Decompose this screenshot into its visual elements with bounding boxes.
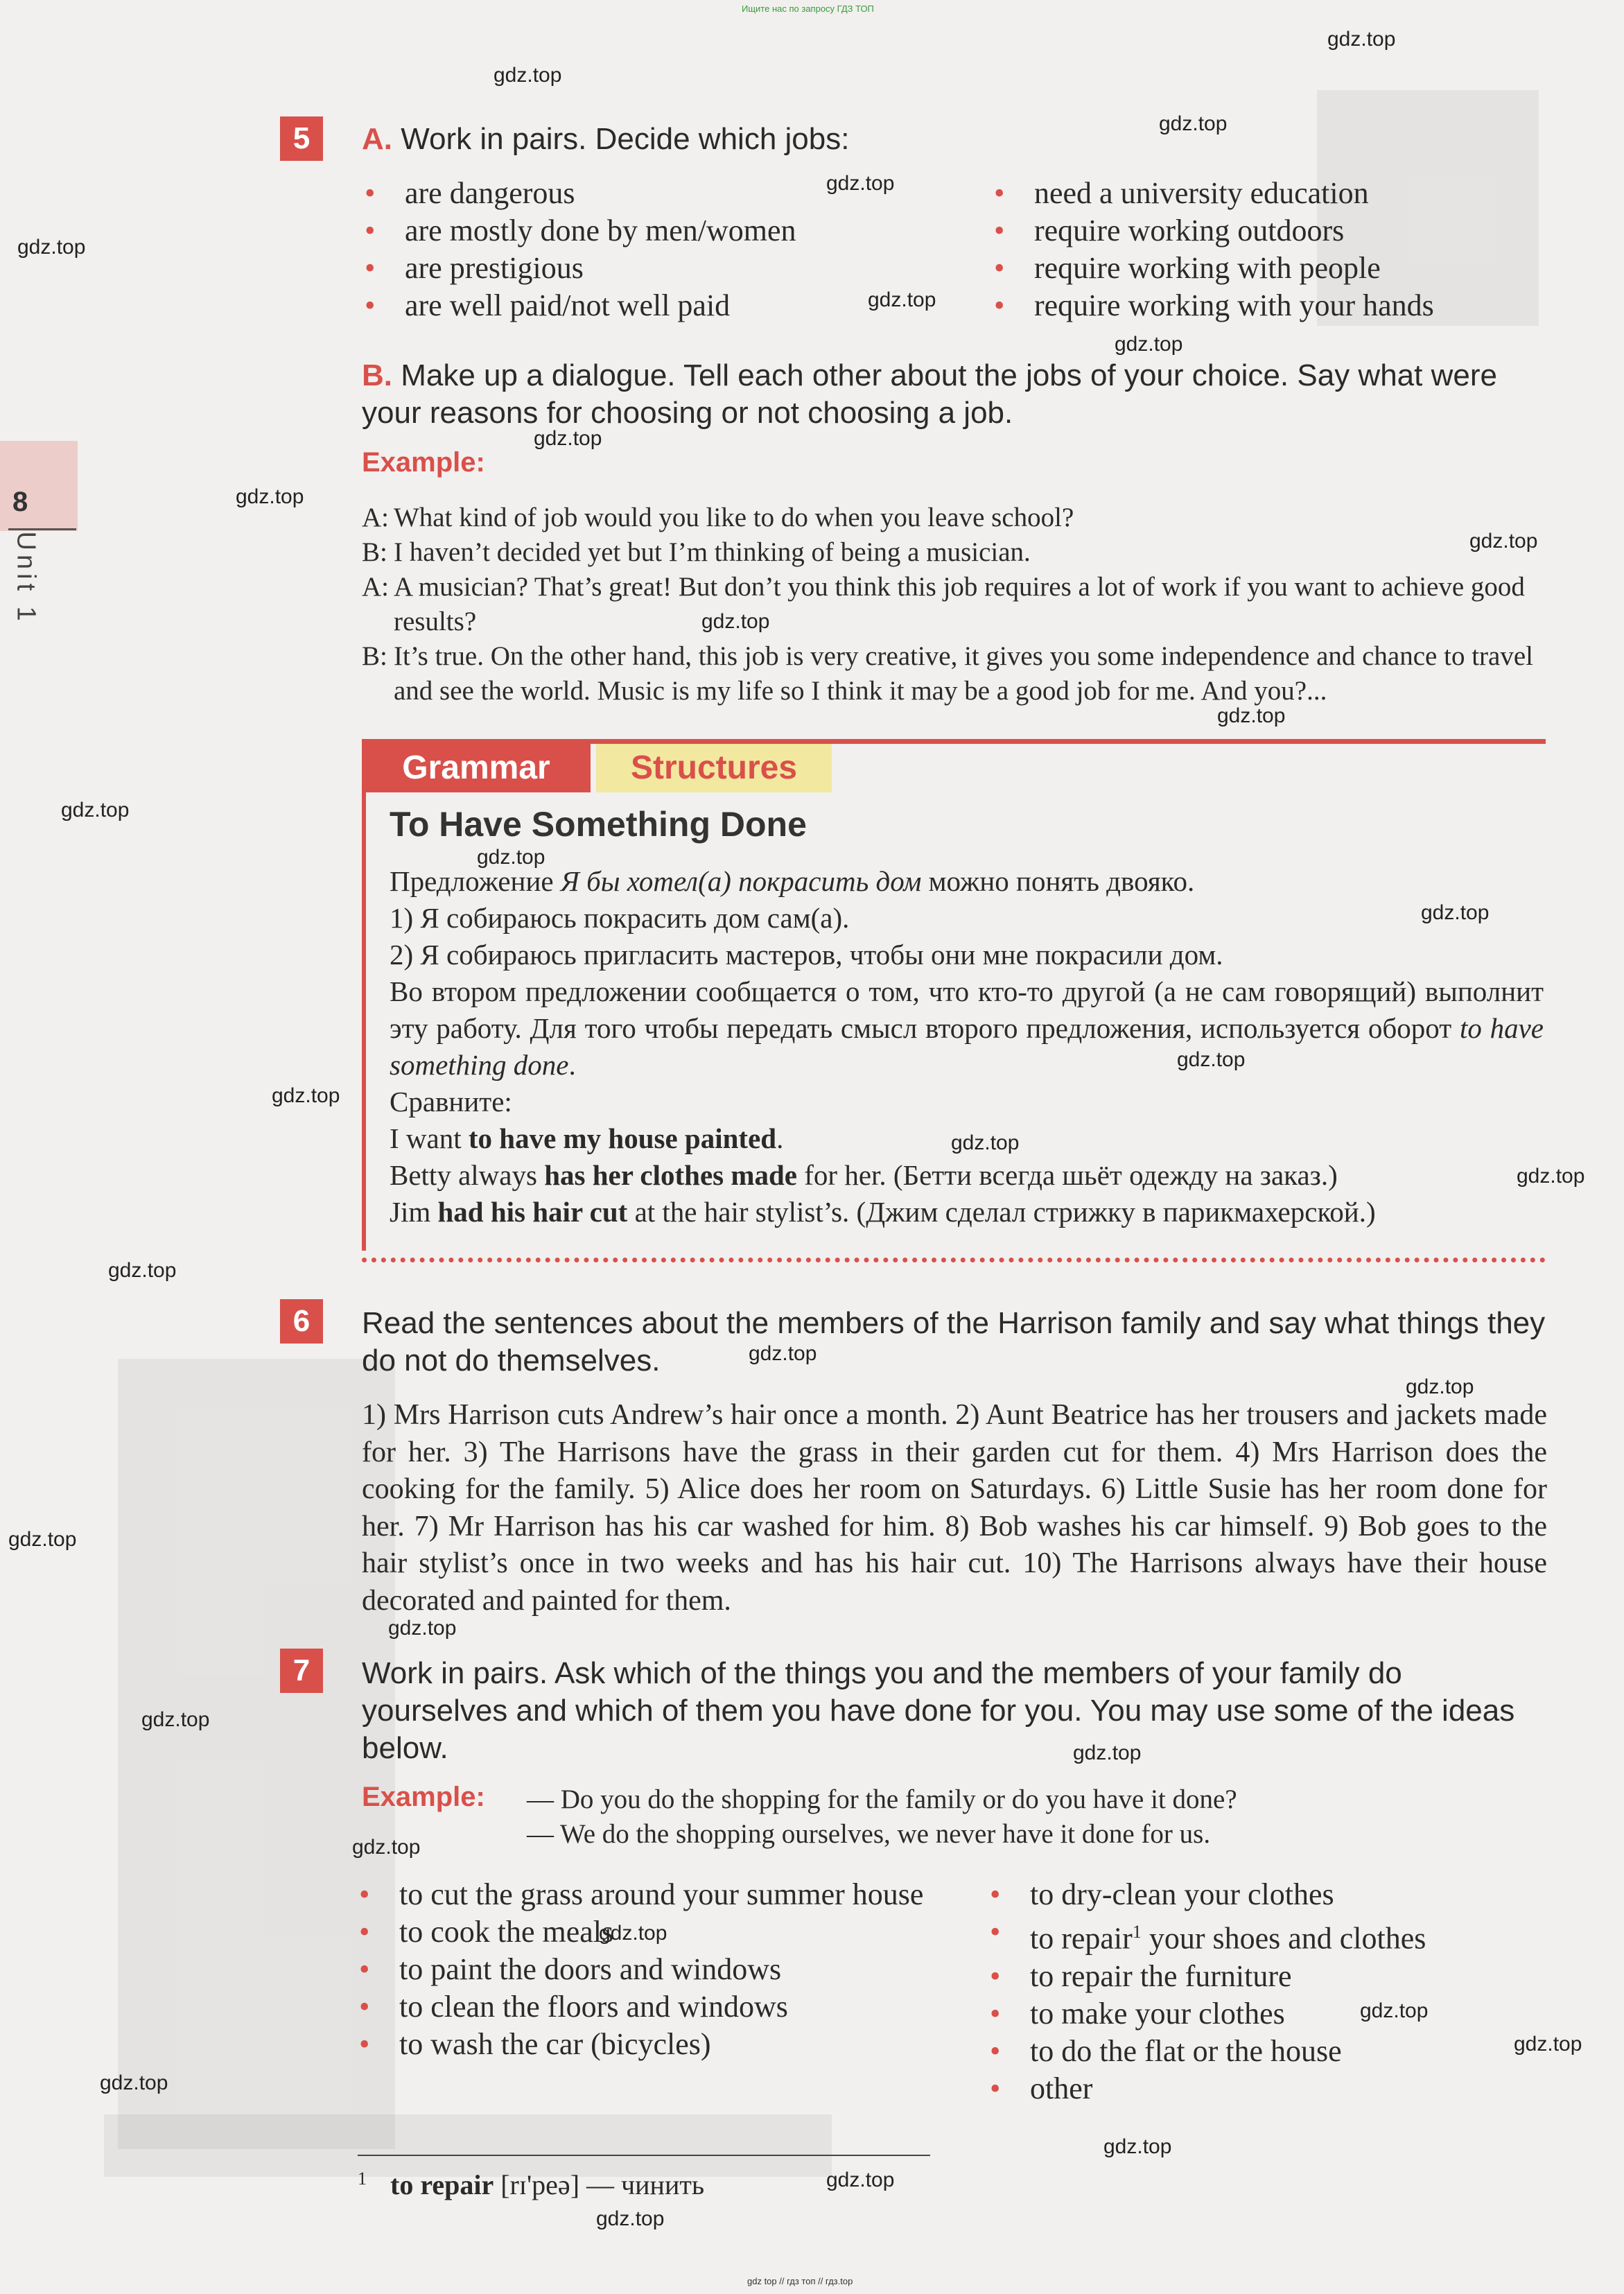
text-run: .: [776, 1122, 784, 1154]
watermark: gdz.top: [272, 1084, 340, 1107]
list-item: [990, 1913, 1544, 1958]
text-run: Betty always: [390, 1159, 545, 1191]
watermark: gdz.top: [1327, 28, 1396, 51]
grammar-example-2: [390, 1157, 1544, 1194]
watermark: gdz.top: [8, 1528, 77, 1551]
watermark: gdz.top: [236, 485, 304, 508]
grammar-line-2: 2) Я собираюсь пригласить мастеров, чтобы они мне покрасили дом.: [390, 939, 1223, 971]
line-text: It’s true. On the other hand, this job is very creative, it gives you some independence and chance to travel and see the world. Music is my life so I think it may be a good job for me. And you?...: [394, 641, 1533, 706]
watermark: gdz.top: [141, 1708, 210, 1731]
page-number: 8: [12, 487, 28, 517]
list-item: • to do the flat or the house: [990, 2033, 1544, 2070]
footnote-word: to repair: [390, 2169, 494, 2200]
exercise-6-instruction: Read the sentences about the members of the Harrison family and say what things they do not do themselves.: [362, 1306, 1546, 1378]
speaker: A:: [362, 503, 389, 532]
dialogue-line: [362, 570, 1547, 639]
watermark: gdz.top: [1406, 1375, 1474, 1398]
list-item: • to wash the car (bicycles): [359, 2026, 941, 2063]
list-item: • to repair the furniture: [990, 1958, 1544, 1995]
background-shadow: [118, 1359, 395, 2149]
grammar-explanation: [390, 973, 1544, 1084]
watermark: gdz.top: [596, 2207, 665, 2230]
list-item: • to dry-clean your clothes: [990, 1876, 1544, 1913]
dialogue-line: [362, 501, 1547, 535]
text-run: for her. (Бетти всегда шьёт одежду на заказ.): [797, 1159, 1338, 1191]
watermark: gdz.top: [100, 2071, 168, 2094]
ex7-example: [527, 1782, 1237, 1852]
speaker: B:: [362, 641, 387, 671]
watermark: gdz.top: [951, 1131, 1020, 1154]
list-item: • to paint the doors and windows: [359, 1951, 941, 1988]
list-item: • are well paid/not well paid: [365, 287, 796, 324]
watermark: gdz.top: [1073, 1741, 1142, 1764]
text-run: Я бы хотел(а) покрасить дом: [560, 865, 922, 897]
watermark: gdz.top: [749, 1342, 817, 1365]
ex7-example-label: Example:: [362, 1782, 485, 1812]
speaker: A:: [362, 572, 389, 602]
list-item: • other: [990, 2070, 1544, 2108]
example-label: Example:: [362, 447, 485, 478]
text-run: at the hair stylist’s. (Джим сделал стрижку в парикмахерской.): [627, 1196, 1376, 1228]
text-run: Во втором предложении сообщается о том, что кто-то другой (а не сам говорящий) выполнит эту работу. Для того чтобы передать смысл второго предложения, используется оборот: [390, 975, 1544, 1044]
watermark: gdz.top: [599, 1922, 667, 1945]
list-item: • need a university education: [994, 175, 1434, 212]
text-run: I want: [390, 1122, 469, 1154]
part-a-text: Work in pairs. Decide which jobs:: [401, 122, 850, 156]
list-item: • are prestigious: [365, 250, 796, 287]
example-dialogue: [362, 501, 1547, 709]
text-run: had his hair cut: [437, 1196, 628, 1228]
exercise-5a-instruction: [362, 121, 849, 158]
text-run: your shoes and clothes: [1141, 1921, 1426, 1956]
list-item: • to clean the floors and windows: [359, 1988, 941, 2026]
watermark: gdz.top: [1103, 2135, 1172, 2158]
exercise-5b-instruction: [362, 357, 1547, 432]
line-text: What kind of job would you like to do when you leave school?: [394, 503, 1074, 532]
side-rule: [8, 528, 76, 530]
footnote-mark: 1: [1132, 1922, 1142, 1942]
text-run: has her clothes made: [544, 1159, 798, 1191]
ex7-right-list: [990, 1876, 1544, 2108]
list-item: • to cook the meals: [359, 1913, 941, 1951]
example-answer: — We do the shopping ourselves, we never have it done for us.: [527, 1819, 1211, 1849]
watermark: gdz.top: [108, 1259, 177, 1282]
grammar-bottom-rule: [362, 1258, 1546, 1262]
grammar-example-3: [390, 1194, 1544, 1231]
exercise-6-number: 6: [280, 1299, 323, 1344]
grammar-top-rule: [362, 739, 1546, 744]
grammar-tab: Grammar: [362, 744, 591, 792]
watermark: gdz.top: [1177, 1048, 1246, 1071]
footnote: [358, 2169, 704, 2201]
list-item: • require working with your hands: [994, 287, 1434, 324]
watermark: gdz.top: [494, 64, 562, 87]
exercise-5-number: 5: [280, 116, 323, 161]
list-item: • require working with people: [994, 250, 1434, 287]
grammar-title: To Have Something Done: [390, 805, 807, 844]
watermark: gdz.top: [1115, 333, 1183, 356]
footnote-rest: [rɪ'peə] — чинить: [494, 2169, 705, 2200]
exercise-7-instruction: Work in pairs. Ask which of the things you and the members of your family do yourselves and which of them you have done for you. You may use some of the ideas below.: [362, 1656, 1515, 1765]
dialogue-line: [362, 535, 1547, 570]
watermark: gdz.top: [1469, 530, 1538, 553]
list-item: • to make your clothes: [990, 1995, 1544, 2033]
watermark: gdz.top: [826, 2169, 895, 2191]
watermark: gdz.top: [1421, 901, 1490, 924]
structures-tab: Structures: [596, 744, 832, 792]
grammar-compare: Сравните:: [390, 1086, 512, 1118]
background-shadow: [104, 2114, 832, 2177]
watermark: gdz.top: [534, 427, 602, 450]
watermark: gdz.top: [1217, 704, 1286, 727]
watermark: gdz.top: [826, 172, 895, 195]
watermark: gdz.top: [477, 846, 545, 869]
grammar-line-1: 1) Я собираюсь покрасить дом сам(а).: [390, 902, 850, 934]
exercise-7-number: 7: [280, 1649, 323, 1693]
part-b-text: Make up a dialogue. Tell each other about the jobs of your choice. Say what were your reasons for choosing or not choosing a job.: [362, 358, 1497, 430]
watermark: gdz.top: [388, 1617, 457, 1640]
watermark: gdz.top: [1514, 2033, 1582, 2056]
text-run: можно понять двояко.: [921, 865, 1195, 897]
watermark: gdz.top: [61, 799, 130, 822]
line-text: I haven’t decided yet but I’m thinking of being a musician.: [394, 537, 1031, 567]
text-run: to have my house painted: [468, 1122, 777, 1154]
dialogue-line: [362, 639, 1547, 709]
unit-label: Unit 1: [11, 531, 41, 625]
watermark: gdz.top: [868, 288, 936, 311]
list-item: • are mostly done by men/women: [365, 212, 796, 250]
watermark: gdz.top: [17, 236, 86, 259]
watermark: gdz.top: [1159, 112, 1228, 135]
list-item: • to cut the grass around your summer house: [359, 1876, 941, 1913]
part-b-letter: B.: [362, 358, 392, 392]
list-item: • are dangerous: [365, 175, 796, 212]
watermark: gdz.top: [1360, 1999, 1429, 2022]
part-a-letter: A.: [362, 122, 392, 156]
grammar-intro: [390, 863, 1544, 900]
watermark: gdz.top: [701, 610, 770, 633]
text-run: Предложение: [390, 865, 561, 897]
list-item: • require working outdoors: [994, 212, 1434, 250]
footnote-rule: [358, 2155, 930, 2156]
watermark: gdz.top: [352, 1836, 421, 1859]
side-tab: [0, 441, 78, 531]
top-note: Ищите нас по запросу ГДЗ ТОП: [742, 3, 874, 14]
text-run: .: [568, 1049, 576, 1081]
speaker: B:: [362, 537, 387, 567]
footnote-mark: 1: [358, 2169, 367, 2189]
text-run: Jim: [390, 1196, 438, 1228]
ex7-left-list: [359, 1876, 941, 2063]
example-question: — Do you do the shopping for the family or do you have it done?: [527, 1784, 1237, 1814]
ex5-left-list: [365, 175, 796, 324]
grammar-body: [390, 863, 1544, 1231]
exercise-6-text: 1) Mrs Harrison cuts Andrew’s hair once a month. 2) Aunt Beatrice has her trousers and jackets made for her. 3) The Harrisons have the grass in their garden cut for them. 4) Mrs Harrison does the cooking for the family. 5) Alice does her room on Saturdays. 6) Little Susie has her room done for her. 7) Mr Harrison has his car washed for him. 8) Bob washes his car himself. 9) Bob goes to the hair stylist’s once in two weeks and has his hair cut. 10) The Harrisons always have their house decorated and painted for them.: [362, 1399, 1547, 1617]
bottom-note: gdz top // гдз топ // гдз.top: [747, 2276, 853, 2286]
ex5-right-list: [994, 175, 1434, 324]
text-run: to have something done: [390, 1012, 1544, 1081]
line-text: A musician? That’s great! But don’t you think this job requires a lot of work if you want to achieve good results?: [394, 572, 1525, 636]
text-run: to repair: [1030, 1921, 1133, 1956]
watermark: gdz.top: [1517, 1165, 1585, 1188]
